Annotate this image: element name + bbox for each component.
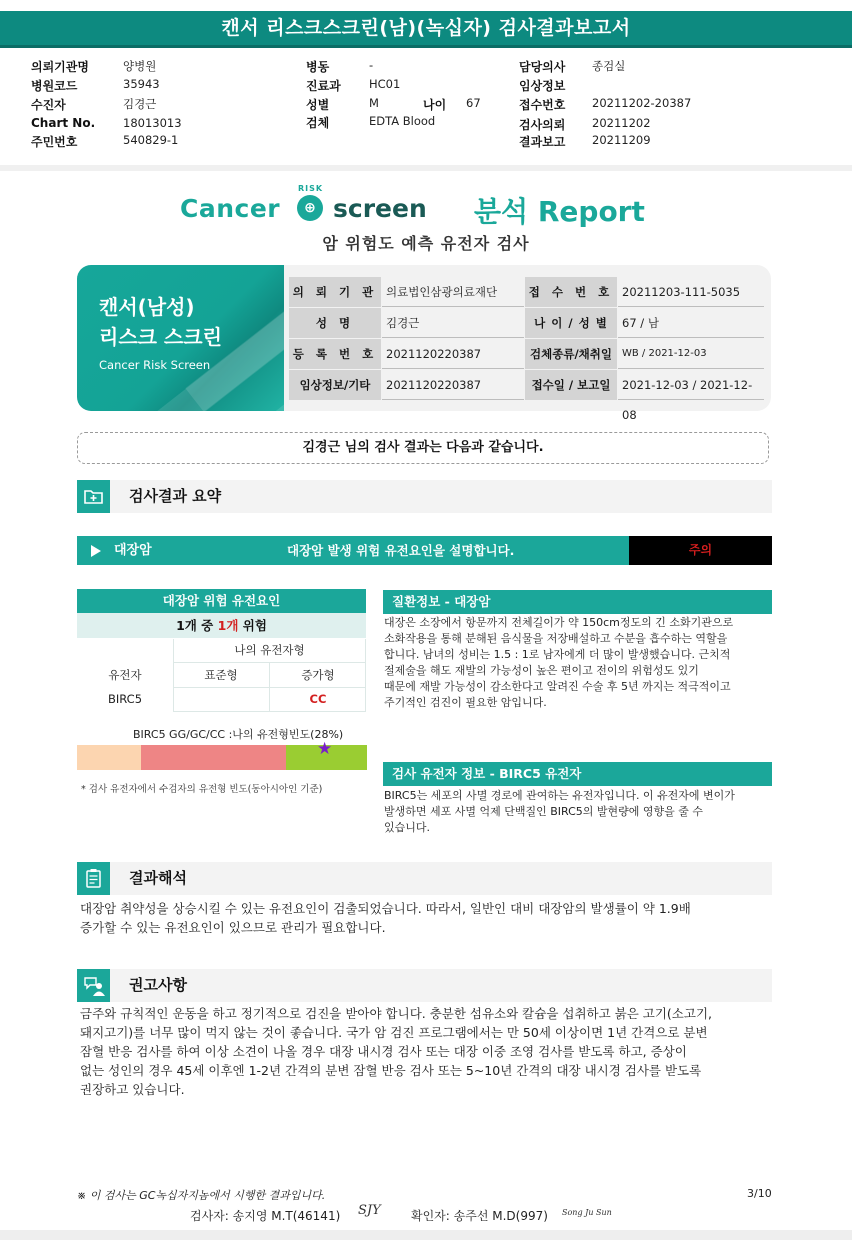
logo-screen-text: screen bbox=[333, 194, 427, 223]
report-title: 캔서 리스크스크린(남)(녹십자) 검사결과보고서 bbox=[0, 11, 852, 48]
clipboard-icon bbox=[77, 862, 110, 895]
card-row bbox=[289, 277, 764, 307]
card-value: 67 / 남 bbox=[618, 308, 764, 338]
colorectal-cancer-bar bbox=[77, 536, 772, 565]
cancer-risk-screen-logo bbox=[0, 186, 852, 230]
text-line: 잠혈 반응 검사를 하여 이상 소견이 나올 경우 대장 내시경 검사 또는 대장 이중 조영 검사를 받도록 하고, 증상이 bbox=[80, 1044, 687, 1059]
header-label: 접수번호 bbox=[519, 98, 566, 112]
header-label: 검체 bbox=[306, 116, 330, 130]
recommendation-text bbox=[80, 1004, 770, 1099]
header-label: 결과보고 bbox=[519, 135, 566, 149]
logo-mark-icon: ⊕ bbox=[297, 195, 323, 221]
card-label: 의 뢰 기 관 bbox=[289, 277, 381, 307]
gene-name: BIRC5 bbox=[77, 688, 173, 711]
interpretation-section-header bbox=[77, 862, 772, 895]
header-value: 김경근 bbox=[123, 97, 157, 111]
logo-risk-text: RISK bbox=[298, 184, 324, 193]
text-line: 증가할 수 있는 유전요인이 있으므로 관리가 필요합니다. bbox=[80, 920, 386, 935]
card-value: 2021120220387 bbox=[382, 339, 524, 369]
cancer-description: 대장암 발생 위험 유전요인을 설명합니다. bbox=[287, 543, 515, 558]
card-title-line1: 캔서(남성) bbox=[99, 295, 195, 319]
cancer-name: 대장암 bbox=[114, 543, 152, 558]
page-subtitle: 암 위험도 예측 유전자 검사 bbox=[322, 234, 530, 253]
normal-type-value bbox=[173, 688, 269, 711]
gene-info-title: 검사 유전자 정보 - BIRC5 유전자 bbox=[383, 762, 772, 786]
gene-header: 유전자 bbox=[77, 663, 173, 687]
card-label: 나 이 / 성 별 bbox=[525, 308, 617, 338]
interpretation-section-title: 결과해석 bbox=[129, 869, 187, 887]
header-label: 의뢰기관명 bbox=[31, 60, 89, 74]
card-title-line2: 리스크 스크린 bbox=[99, 325, 222, 349]
text-line: 금주와 규칙적인 운동을 하고 정기적으로 검진을 받아야 합니다. 충분한 섬유소와 칼슘을 섭취하고 붉은 고기(소고기, bbox=[80, 1006, 713, 1021]
text-line: 합니다. 남녀의 성비는 1.5 : 1로 남자에게 더 많이 발생했습니다. 근치적 bbox=[384, 648, 731, 661]
card-value: 20211203-111-5035 bbox=[618, 277, 764, 307]
patient-header bbox=[0, 55, 852, 155]
result-banner: 김경근 님의 검사 결과는 다음과 같습니다. bbox=[77, 432, 769, 464]
header-label: 나이 bbox=[423, 98, 447, 112]
card-value: 2021120220387 bbox=[382, 370, 524, 400]
card-row bbox=[289, 308, 764, 338]
card-row bbox=[289, 339, 764, 369]
text-line: 소화작용을 통해 분해된 음식물을 저장배설하고 수분을 흡수하는 역할을 bbox=[384, 632, 728, 645]
text-line: 대장암 취약성을 상승시킬 수 있는 유전요인이 검출되었습니다. 따라서, 일반인 대비 대장암의 발생률이 약 1.9배 bbox=[80, 901, 691, 916]
risk-count-value: 1개 bbox=[217, 618, 239, 633]
logo-cancer-text: Cancer bbox=[180, 194, 281, 223]
header-label: 임상정보 bbox=[519, 79, 566, 93]
header-label: Chart No. bbox=[31, 116, 96, 130]
risk-count-suffix: 위험 bbox=[242, 618, 267, 633]
gene-info-text bbox=[384, 788, 772, 836]
text-line: 있습니다. bbox=[384, 821, 431, 834]
text-line: 대장은 소장에서 항문까지 전체길이가 약 150cm정도의 긴 소화기관으로 bbox=[384, 616, 734, 629]
frequency-segment-gg bbox=[77, 745, 141, 770]
play-triangle-icon bbox=[91, 545, 101, 557]
text-line: 없는 성인의 경우 45세 이후엔 1-2년 간격의 분변 잠혈 반응 검사 또는 5~10년 간격의 대장 내시경 검사를 받도록 bbox=[80, 1063, 702, 1078]
interpretation-text bbox=[80, 899, 770, 937]
header-value: - bbox=[369, 58, 374, 72]
disease-info-text bbox=[384, 615, 772, 711]
header-divider bbox=[0, 165, 852, 171]
header-label: 담당의사 bbox=[519, 60, 566, 74]
header-value: 종검실 bbox=[592, 59, 626, 73]
card-label: 성 명 bbox=[289, 308, 381, 338]
folder-plus-icon bbox=[77, 480, 110, 513]
text-line: 권장하고 있습니다. bbox=[80, 1082, 185, 1097]
risk-table-title: 대장암 위험 유전요인 bbox=[77, 589, 366, 613]
header-label: 진료과 bbox=[306, 79, 341, 93]
card-title-panel bbox=[77, 265, 284, 411]
disease-info-title: 질환정보 - 대장암 bbox=[383, 590, 772, 614]
card-label: 접 수 번 호 bbox=[525, 277, 617, 307]
card-subtitle: Cancer Risk Screen bbox=[99, 358, 211, 372]
text-line: BIRC5는 세포의 사멸 경로에 관여하는 유전자입니다. 이 유전자에 변이가 bbox=[384, 789, 735, 802]
risk-count-row bbox=[77, 613, 366, 638]
header-value: 18013013 bbox=[123, 116, 182, 130]
header-value: HC01 bbox=[369, 77, 401, 91]
header-label: 병원코드 bbox=[31, 79, 78, 93]
confirmer-signature: Song Ju Sun bbox=[562, 1208, 612, 1217]
header-value: 20211209 bbox=[592, 133, 651, 147]
card-label: 등 록 번 호 bbox=[289, 339, 381, 369]
genotype-frequency-label: BIRC5 GG/GC/CC :나의 유전형빈도(28%) bbox=[133, 728, 344, 741]
card-value: 김경근 bbox=[382, 308, 524, 338]
logo-report-text: 분석 Report bbox=[474, 195, 645, 228]
bottom-strip bbox=[0, 1230, 852, 1240]
card-label: 검체종류/채취일 bbox=[525, 339, 617, 369]
header-label: 검사의뢰 bbox=[519, 118, 566, 132]
risk-count-prefix: 1개 중 bbox=[176, 618, 214, 633]
header-label: 병동 bbox=[306, 60, 330, 74]
header-value: 67 bbox=[466, 96, 481, 110]
card-row bbox=[289, 370, 764, 422]
header-label: 성별 bbox=[306, 98, 330, 112]
card-value: WB / 2021-12-03 bbox=[618, 339, 764, 369]
increased-type-value: CC bbox=[270, 688, 366, 711]
header-value: 35943 bbox=[123, 77, 160, 91]
header-label: 주민번호 bbox=[31, 135, 78, 149]
card-value: 의료법인삼광의료재단 bbox=[382, 277, 524, 307]
recommendation-section-header bbox=[77, 969, 772, 1002]
normal-type-header: 표준형 bbox=[173, 663, 269, 687]
summary-section-header bbox=[77, 480, 772, 513]
recommendation-section-title: 권고사항 bbox=[129, 976, 187, 994]
text-line: 발생하면 세포 사멸 억제 단백질인 BIRC5의 발현량에 영향을 줄 수 bbox=[384, 805, 704, 818]
footer-note: ※ 이 검사는 GC녹십자지놈에서 시행한 결과입니다. bbox=[77, 1189, 326, 1202]
risk-status-badge: 주의 bbox=[629, 536, 772, 565]
frequency-footnote: * 검사 유전자에서 수검자의 유전형 빈도(동아시아인 기준) bbox=[81, 784, 323, 795]
card-value: 2021-12-03 / 2021-12-08 bbox=[618, 370, 764, 400]
genotype-frequency-bar bbox=[77, 739, 366, 770]
text-line: 주기적인 검진이 필요한 암입니다. bbox=[384, 696, 547, 709]
card-label: 접수일 / 보고일 bbox=[525, 370, 617, 400]
my-genotype-header: 나의 유전자형 bbox=[173, 639, 366, 662]
header-value: 20211202 bbox=[592, 116, 651, 130]
increased-type-header: 증가형 bbox=[270, 663, 366, 687]
text-line: 절제술을 해도 재발의 가능성이 높은 편이고 전이의 위험성도 있기 bbox=[384, 664, 699, 677]
header-label: 수진자 bbox=[31, 98, 66, 112]
text-line: 돼지고기)를 너무 많이 먹지 않는 것이 좋습니다. 국가 암 검진 프로그램에서는 만 50세 이상이면 1년 간격으로 분변 bbox=[80, 1025, 708, 1040]
doctor-chat-icon bbox=[77, 969, 110, 1002]
tester-signature: SJY bbox=[358, 1203, 381, 1218]
frequency-segment-gc bbox=[141, 745, 286, 770]
header-value: EDTA Blood bbox=[369, 114, 436, 128]
tester-name: 검사자: 송지영 M.T(46141) bbox=[190, 1209, 341, 1223]
header-value: 540829-1 bbox=[123, 133, 179, 147]
my-genotype-star-icon: ★ bbox=[317, 739, 333, 759]
header-value: M bbox=[369, 96, 379, 110]
header-value: 20211202-20387 bbox=[592, 96, 692, 110]
patient-info-card bbox=[77, 265, 771, 422]
page-number: 3/10 bbox=[747, 1187, 772, 1200]
text-line: 때문에 재발 가능성이 감소한다고 알려진 수술 후 5년 까지는 적극적이고 bbox=[384, 680, 731, 693]
confirmer-name: 확인자: 송주선 M.D(997) bbox=[411, 1209, 548, 1223]
card-label: 임상정보/기타 bbox=[289, 370, 381, 400]
header-value: 양병원 bbox=[123, 59, 157, 73]
summary-section-title: 검사결과 요약 bbox=[129, 487, 222, 505]
